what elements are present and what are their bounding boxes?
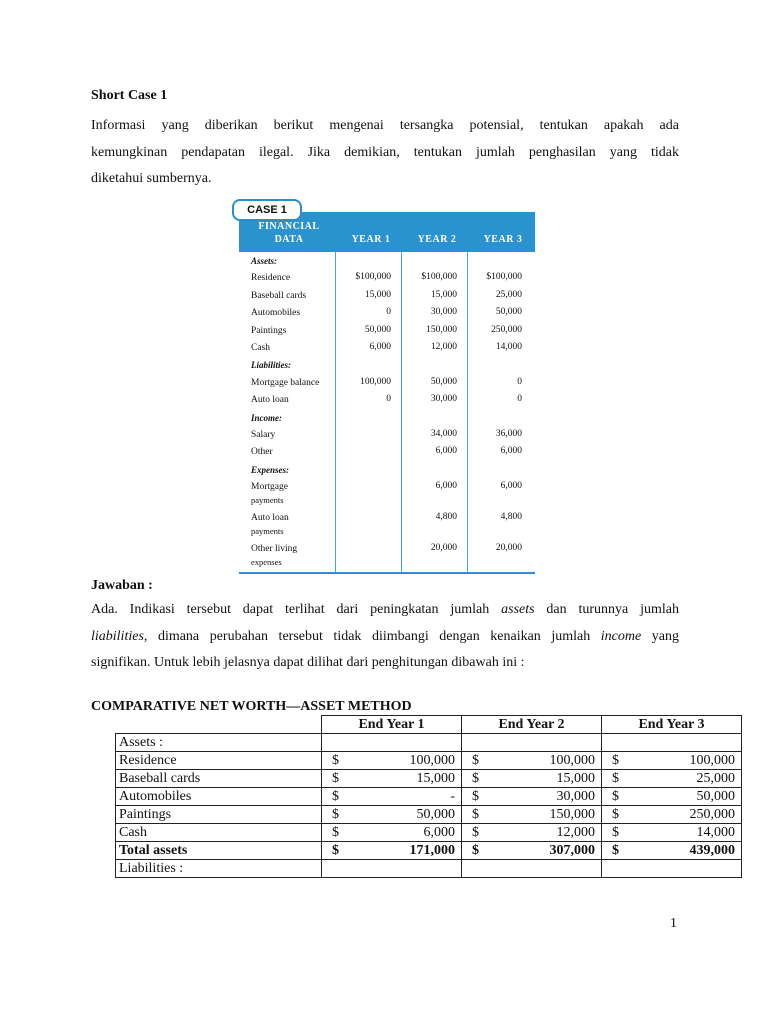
case-value-year-3: 4,800 (500, 512, 522, 523)
case-value-year-3: 25,000 (495, 289, 522, 300)
value-cell-year-1 (322, 842, 462, 860)
case-tab: CASE 1 (232, 199, 302, 221)
case-value-year-3: 0 (517, 394, 522, 405)
row-label: Baseball cards (116, 770, 322, 788)
amount: 50,000 (416, 807, 455, 822)
answer-text: dan turunnya jumlah (534, 602, 680, 617)
case-row-label: Paintings (251, 325, 287, 336)
case-value-year-2: 50,000 (430, 376, 457, 387)
amount: 15,000 (416, 771, 455, 786)
value-cell-year-3 (602, 752, 742, 770)
case-row-label: Automobiles (251, 308, 301, 319)
amount: 439,000 (689, 843, 735, 858)
table-row (116, 824, 742, 842)
case-row-label: Baseball cards (251, 290, 307, 301)
header-year-1: YEAR 1 (351, 234, 391, 245)
case-row-label: Auto loan (251, 395, 289, 406)
section-heading: Short Case 1 (91, 88, 168, 103)
case-value-year-1: 0 (386, 307, 391, 318)
comparative-body (116, 734, 742, 878)
value-cell-year-2 (462, 806, 602, 824)
value-cell-year-3 (602, 842, 742, 860)
case-row-label-cont: payments (251, 526, 284, 537)
value-cell-year-2 (462, 824, 602, 842)
comparative-table (115, 715, 742, 878)
column-divider (467, 252, 468, 572)
total-row (116, 842, 742, 860)
case-value-year-3: 250,000 (491, 324, 522, 335)
case-value-year-2: $100,000 (421, 272, 457, 283)
value-cell-year-3 (602, 770, 742, 788)
case-row-label: Salary (251, 430, 276, 440)
value-cell-year-2 (462, 860, 602, 878)
header-year-2: YEAR 2 (417, 234, 457, 245)
case-row-label: Mortgage (251, 482, 288, 493)
amount: 50,000 (696, 789, 735, 804)
value-cell-year-3 (602, 734, 742, 752)
case-value-year-1: $100,000 (355, 272, 391, 283)
case-row-label: Auto loan (251, 513, 289, 524)
value-cell-year-1 (322, 770, 462, 788)
case-row-label: Liabilities: (251, 360, 291, 371)
case-value-year-2: 12,000 (430, 342, 457, 352)
case-row-label: Other (251, 447, 273, 458)
header-end-year-2: End Year 2 (462, 716, 602, 734)
row-label: Cash (116, 824, 322, 842)
value-cell-year-2 (462, 734, 602, 752)
case-row-label: Cash (251, 343, 270, 353)
value-cell-year-2 (462, 770, 602, 788)
row-label: Total assets (116, 842, 322, 860)
answer-text: Ada. Indikasi tersebut dapat terlihat dari peningkatan jumlah (91, 602, 502, 617)
term-income: income (600, 628, 642, 644)
table-row (116, 770, 742, 788)
case-row-label: Residence (251, 273, 291, 284)
row-label: Liabilities : (116, 860, 322, 878)
case-value-year-3: 20,000 (495, 543, 522, 554)
amount: 150,000 (549, 807, 595, 822)
value-cell-year-1 (322, 824, 462, 842)
value-cell-year-3 (602, 788, 742, 806)
amount: 30,000 (556, 789, 595, 804)
answer-line-3: signifikan. Untuk lebih jelasnya dapat dilihat dari penghitungan dibawah ini : (91, 655, 525, 670)
value-cell-year-1 (322, 734, 462, 752)
case-value-year-3: $100,000 (486, 272, 522, 283)
header-blank-cell (116, 716, 322, 734)
answer-text: , dimana perubahan tersebut tidak diimbangi dengan kenaikan jumlah (143, 628, 601, 644)
case-value-year-2: 30,000 (430, 307, 457, 318)
intro-paragraph (91, 113, 679, 193)
header-data: DATA (274, 234, 304, 245)
case-1-figure (231, 197, 535, 577)
case-value-year-2: 4,800 (435, 512, 457, 523)
currency-symbol: $ (472, 771, 479, 786)
currency-symbol: $ (472, 807, 479, 822)
page-number: 1 (670, 916, 677, 931)
value-cell-year-3 (602, 806, 742, 824)
case-value-year-3: 36,000 (495, 429, 522, 439)
answer-paragraph (91, 597, 679, 677)
case-row-label: Expenses: (251, 464, 289, 475)
currency-symbol: $ (472, 789, 479, 804)
amount: 100,000 (409, 753, 455, 768)
amount: 250,000 (689, 807, 735, 822)
header-end-year-3: End Year 3 (602, 716, 742, 734)
table-row (116, 860, 742, 878)
currency-symbol: $ (332, 771, 339, 786)
case-row-label: Income: (251, 412, 282, 423)
case-value-year-2: 6,000 (435, 446, 457, 457)
case-value-year-2: 15,000 (430, 289, 457, 300)
intro-line-1: Informasi yang diberikan berikut mengenai tersangka potensial, tentukan apakah ada (91, 118, 679, 133)
term-assets: assets (501, 602, 535, 617)
case-value-year-3: 6,000 (500, 481, 522, 492)
case-value-year-3: 50,000 (495, 307, 522, 318)
intro-line-2: kemungkinan pendapatan ilegal. Jika demikian, tentukan jumlah penghasilan yang tidak (91, 144, 679, 160)
value-cell-year-1 (322, 860, 462, 878)
currency-symbol: $ (332, 843, 339, 858)
case-body (239, 252, 535, 572)
column-divider (401, 252, 402, 572)
answer-line-1 (91, 597, 679, 624)
row-label: Assets : (116, 734, 322, 752)
case-value-year-1: 50,000 (364, 324, 391, 335)
currency-symbol: $ (332, 753, 339, 768)
row-label: Automobiles (116, 788, 322, 806)
case-row-label: Assets: (251, 256, 278, 266)
case-value-year-3: 14,000 (495, 342, 522, 352)
currency-symbol: $ (332, 807, 339, 822)
currency-symbol: $ (612, 825, 619, 840)
currency-symbol: $ (472, 825, 479, 840)
amount: 307,000 (549, 843, 595, 858)
amount: 25,000 (696, 771, 735, 786)
value-cell-year-1 (322, 806, 462, 824)
currency-symbol: $ (612, 843, 619, 858)
amount: 171,000 (409, 843, 455, 858)
amount: - (450, 789, 455, 804)
value-cell-year-3 (602, 824, 742, 842)
case-value-year-3: 0 (517, 376, 522, 387)
case-value-year-1: 0 (386, 394, 391, 405)
answer-heading: Jawaban : (91, 578, 153, 593)
case-value-year-2: 30,000 (430, 394, 457, 405)
case-value-year-2: 6,000 (435, 481, 457, 492)
case-row-label: Mortgage balance (251, 377, 320, 388)
case-value-year-2: 20,000 (430, 543, 457, 554)
amount: 12,000 (556, 825, 595, 840)
amount: 100,000 (689, 753, 735, 768)
case-row-label-cont: expenses (251, 557, 282, 568)
column-divider (335, 252, 336, 572)
case-value-year-2: 150,000 (426, 324, 457, 335)
header-year-3: YEAR 3 (483, 234, 523, 245)
value-cell-year-3 (602, 860, 742, 878)
row-label: Residence (116, 752, 322, 770)
amount: 14,000 (696, 825, 735, 840)
table-row (116, 734, 742, 752)
case-row-label: Other living (251, 544, 298, 555)
value-cell-year-2 (462, 752, 602, 770)
value-cell-year-2 (462, 842, 602, 860)
case-bottom-rule (239, 572, 535, 574)
value-cell-year-1 (322, 788, 462, 806)
amount: 6,000 (423, 825, 455, 840)
amount: 100,000 (549, 753, 595, 768)
value-cell-year-2 (462, 788, 602, 806)
currency-symbol: $ (472, 843, 479, 858)
currency-symbol: $ (612, 807, 619, 822)
term-liabilities: liabilities (91, 628, 144, 644)
amount: 15,000 (556, 771, 595, 786)
currency-symbol: $ (332, 825, 339, 840)
intro-line-3: diketahui sumbernya. (91, 171, 212, 186)
currency-symbol: $ (612, 789, 619, 804)
comparative-header-row (116, 716, 742, 734)
case-value-year-1: 15,000 (364, 289, 391, 300)
case-row-label-cont: payments (251, 495, 284, 506)
answer-text: yang (641, 628, 679, 644)
answer-line-2 (91, 624, 679, 651)
currency-symbol: $ (332, 789, 339, 804)
comparative-title: COMPARATIVE NET WORTH—ASSET METHOD (91, 699, 412, 714)
header-financial: FINANCIAL (258, 221, 320, 232)
value-cell-year-1 (322, 752, 462, 770)
table-row (116, 752, 742, 770)
case-value-year-1: 100,000 (360, 376, 391, 387)
header-end-year-1: End Year 1 (322, 716, 462, 734)
case-value-year-3: 6,000 (500, 446, 522, 457)
table-row (116, 788, 742, 806)
case-value-year-1: 6,000 (369, 342, 391, 352)
currency-symbol: $ (612, 753, 619, 768)
currency-symbol: $ (612, 771, 619, 786)
case-value-year-2: 34,000 (430, 429, 457, 439)
currency-symbol: $ (472, 753, 479, 768)
row-label: Paintings (116, 806, 322, 824)
table-row (116, 806, 742, 824)
